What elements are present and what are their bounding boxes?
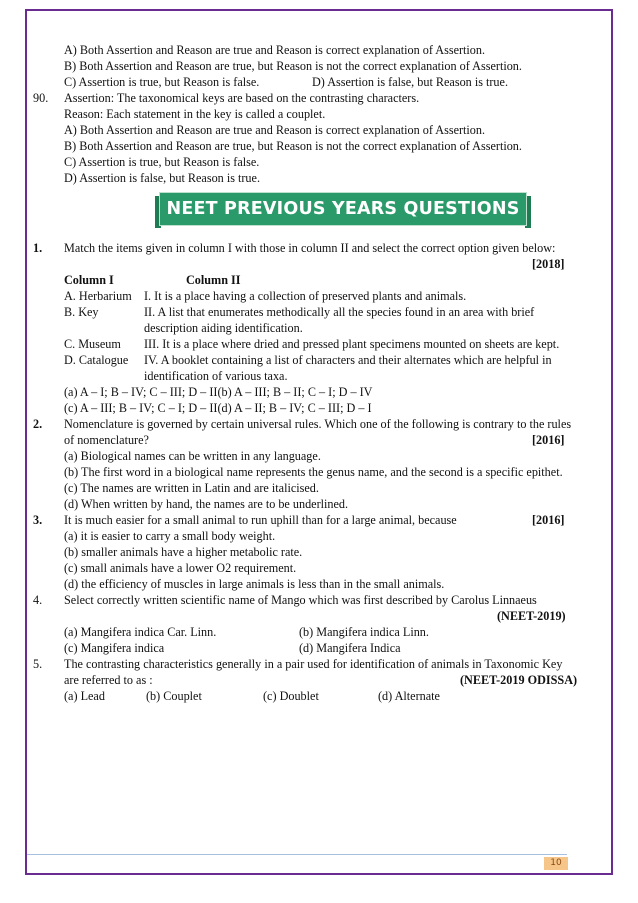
q4-option-c: (c) Mangifera indica bbox=[64, 641, 165, 655]
banner-title: NEET PREVIOUS YEARS QUESTIONS bbox=[159, 192, 527, 226]
q3-option-c: (c) small animals have a lower O2 requirement. bbox=[64, 561, 297, 575]
q2-option-c: (c) The names are written in Latin and are italicised. bbox=[64, 481, 319, 495]
page-number-badge: 10 bbox=[544, 857, 568, 870]
section-banner bbox=[159, 192, 527, 228]
q1-text: Match the items given in column I with those in column II and select the correct option given below: bbox=[64, 241, 556, 255]
q1-options-ab: (a) A – I; B – IV; C – III; D – II(b) A – III; B – II; C – I; D – IV bbox=[64, 385, 373, 399]
row-d-col2: IV. A booklet containing a list of characters and their alternates which are helpful in bbox=[144, 353, 552, 367]
q5-option-d: (d) Alternate bbox=[378, 689, 440, 703]
q2-option-d: (d) When written by hand, the names are to be underlined. bbox=[64, 497, 349, 511]
q4-option-a: (a) Mangifera indica Car. Linn. bbox=[64, 625, 217, 639]
q3-option-d: (d) the efficiency of muscles in large animals is less than in the small animals. bbox=[64, 577, 445, 591]
q2-option-b: (b) The first word in a biological name represents the genus name, and the second is a specific epithet. bbox=[64, 465, 563, 479]
q3-year: [2016] bbox=[532, 513, 565, 527]
row-d-col2-cont: identification of various taxa. bbox=[144, 369, 288, 383]
q2-text: Nomenclature is governed by certain universal rules. Which one of the following is contrary to the rules bbox=[64, 417, 572, 431]
footer-divider bbox=[27, 854, 567, 855]
q5-option-b: (b) Couplet bbox=[146, 689, 202, 703]
q4-text: Select correctly written scientific name of Mango which was first described by Carolus Linnaeus bbox=[64, 593, 537, 607]
q4-number: 4. bbox=[33, 593, 43, 607]
row-a-col2: I. It is a place having a collection of preserved plants and animals. bbox=[144, 289, 467, 303]
option-a-prev: A) Both Assertion and Reason are true and Reason is correct explanation of Assertion. bbox=[64, 43, 486, 57]
q5-year: (NEET-2019 ODISSA) bbox=[460, 673, 578, 687]
q3-option-a: (a) it is easier to carry a small body weight. bbox=[64, 529, 276, 543]
q90-option-d: D) Assertion is false, but Reason is true. bbox=[64, 171, 260, 185]
row-a-col1: A. Herbarium bbox=[64, 289, 132, 303]
q2-year: [2016] bbox=[532, 433, 565, 447]
row-d-col1: D. Catalogue bbox=[64, 353, 129, 367]
column-2-header: Column II bbox=[186, 273, 241, 287]
q4-option-b: (b) Mangifera indica Linn. bbox=[299, 625, 429, 639]
q5-option-a: (a) Lead bbox=[64, 689, 105, 703]
q5-text-cont: are referred to as : bbox=[64, 673, 153, 687]
q90-option-c: C) Assertion is true, but Reason is false. bbox=[64, 155, 260, 169]
q3-number: 3. bbox=[33, 513, 43, 527]
q90-option-a: A) Both Assertion and Reason are true and Reason is correct explanation of Assertion. bbox=[64, 123, 486, 137]
row-b-col1: B. Key bbox=[64, 305, 99, 319]
q4-option-d: (d) Mangifera Indica bbox=[299, 641, 401, 655]
q2-text-cont: of nomenclature? bbox=[64, 433, 149, 447]
q1-year: [2018] bbox=[532, 257, 565, 271]
q1-number: 1. bbox=[33, 241, 43, 255]
q4-year: (NEET-2019) bbox=[497, 609, 566, 623]
row-b-col2-cont: description aiding identification. bbox=[144, 321, 303, 335]
option-d-prev: D) Assertion is false, but Reason is true. bbox=[312, 75, 508, 89]
option-c-prev: C) Assertion is true, but Reason is false. bbox=[64, 75, 260, 89]
q2-option-a: (a) Biological names can be written in any language. bbox=[64, 449, 321, 463]
q90-reason: Reason: Each statement in the key is called a couplet. bbox=[64, 107, 326, 121]
q5-option-c: (c) Doublet bbox=[263, 689, 319, 703]
q5-number: 5. bbox=[33, 657, 43, 671]
option-b-prev: B) Both Assertion and Reason are true, but Reason is not the correct explanation of Assertion. bbox=[64, 59, 522, 73]
column-1-header: Column I bbox=[64, 273, 114, 287]
q5-text: The contrasting characteristics generally in a pair used for identification of animals in Taxonomic Key bbox=[64, 657, 563, 671]
q2-number: 2. bbox=[33, 417, 43, 431]
q3-option-b: (b) smaller animals have a higher metabolic rate. bbox=[64, 545, 303, 559]
q90-assertion: Assertion: The taxonomical keys are based on the contrasting characters. bbox=[64, 91, 420, 105]
row-b-col2: II. A list that enumerates methodically all the species found in an area with brief bbox=[144, 305, 535, 319]
row-c-col1: C. Museum bbox=[64, 337, 121, 351]
q3-text: It is much easier for a small animal to run uphill than for a large animal, because bbox=[64, 513, 457, 527]
q90-number: 90. bbox=[33, 91, 49, 105]
q1-options-cd: (c) A – III; B – IV; C – I; D – II(d) A – II; B – IV; C – III; D – I bbox=[64, 401, 372, 415]
q90-option-b: B) Both Assertion and Reason are true, but Reason is not the correct explanation of Assertion. bbox=[64, 139, 522, 153]
row-c-col2: III. It is a place where dried and pressed plant specimens mounted on sheets are kept. bbox=[144, 337, 560, 351]
